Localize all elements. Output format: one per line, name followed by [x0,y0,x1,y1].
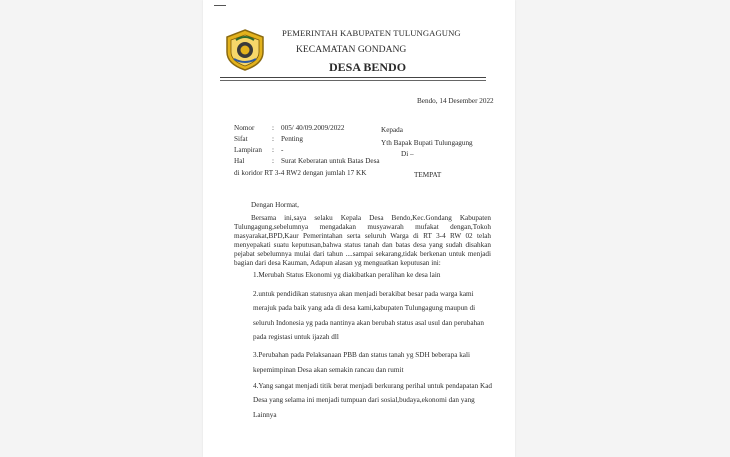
header-rule-thin [220,80,486,81]
reason-item: seluruh Indonesia yg pada nantinya akan berubah status asal usul dan perubahan [253,319,484,327]
reason-item: kepemimpinan Desa akan semakin rancau dan rumit [253,366,404,374]
recipient-di: Di – [401,150,414,158]
recipient-kepada: Kepada [381,126,403,134]
paragraph-line: menyepakati suatu keputusan,bahwa status tanah dan batas desa yang sudah disahkan [234,241,491,249]
hal-label: Hal [234,157,245,165]
header-government: PEMERINTAH KABUPATEN TULUNGAGUNG [282,28,461,38]
header-district: KECAMATAN GONDANG [296,44,407,55]
lampiran-label: Lampiran [234,146,262,154]
reason-item: merajuk pada baik yang ada di desa kami,kabupaten Tulungagung maupun di [253,304,476,312]
reason-item: 2.untuk pendidikan statusnya akan menjadi berakibat besar pada warga kami [253,290,474,298]
hal-value: Surat Keberatan untuk Batas Desa [281,157,380,165]
sifat-colon: : [272,135,274,143]
sifat-value: Penting [281,135,303,143]
sifat-label: Sifat [234,135,248,143]
nomor-label: Nomor [234,124,255,132]
nomor-colon: : [272,124,274,132]
reason-item: 1.Merubah Status Ekonomi yg diakibatkan peralihan ke desa lain [253,271,441,279]
greeting: Dengan Hormat, [251,201,299,209]
reason-item: Lainnya [253,411,277,419]
reason-item: 3.Perubahan pada Pelaksanaan PBB dan status tanah yg SDH beberapa kali [253,351,470,359]
reason-item: Desa yang selama ini menjadi tumpuan dari sosial,budaya,ekonomi dan yang [253,396,475,404]
letter-date: Bendo, 14 Desember 2022 [417,97,494,105]
recipient-tempat: TEMPAT [414,171,442,179]
header-village: DESA BENDO [329,60,407,74]
recipient-yth: Yth Bapak Bupati Tulungagung [381,139,473,147]
paragraph-line: Bersama ini,saya selaku Kepala Desa Bendo,Kec.Gondang Kabupaten [251,214,491,222]
scan-mark [214,5,226,6]
reason-item: pada registasi untuk ijazah dll [253,333,339,341]
lampiran-value: - [281,146,284,154]
header-rule-thick [220,77,486,78]
paragraph-line: bagian dari desa Kauman, Adapun alasan yg menguatkan keputusan ini: [234,259,441,267]
reason-item: 4.Yang sangat menjadi titik berat menjadi berkurang perihal untuk pendapatan Kad [253,382,492,390]
hal-colon: : [272,157,274,165]
hal-value-continued: di koridor RT 3-4 RW2 dengan jumlah 17 KK [234,169,367,177]
paragraph-line: pejabat sebelumnya mulai dari tahun ....sampai sekarang,tidak berkenan untuk menjadi [234,250,491,258]
paragraph-line: Tulungagung,sebelumnya mengadakan musyawarah mufakat dengan,Tokoh [234,223,491,231]
paragraph-line: masyarakat,BPD,Kaur Pemerintahan serta seluruh Warga di RT 3-4 RW 02 telah [234,232,491,240]
nomor-value: 005/ 40/09.2009/2022 [281,124,345,132]
regency-emblem-icon [222,28,268,72]
lampiran-colon: : [272,146,274,154]
